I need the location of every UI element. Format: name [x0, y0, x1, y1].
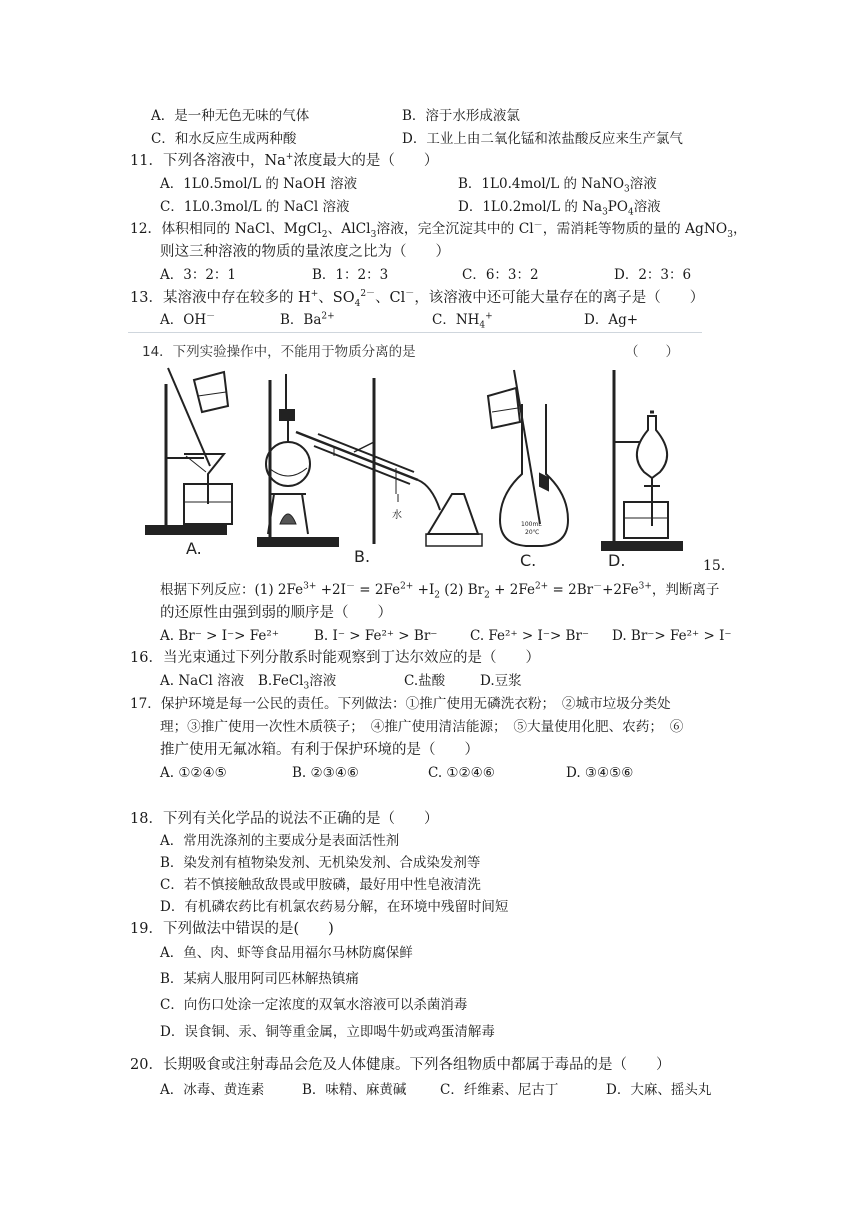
apparatus-c-flask-text1: 100mL: [521, 521, 542, 528]
q17-option-d: D. ③④⑤⑥: [566, 765, 634, 781]
q12-option-c: C．6：3：2: [462, 267, 539, 283]
q14-title: 14．下列实验操作中，不能用于物质分离的是: [142, 344, 416, 360]
q10-option-c: C．和水反应生成两种酸: [151, 131, 297, 147]
q14-figure: [128, 334, 708, 570]
q10-option-d: D．工业上由二氧化锰和浓盐酸反应来生产氯气: [402, 131, 683, 147]
q11-stem: 11．下列各溶液中，Na+浓度最大的是（ ）: [130, 152, 439, 169]
q15-number: 15．: [703, 558, 735, 574]
apparatus-d-label: D.: [608, 551, 626, 570]
q13-option-c: C．$NH_4^+$: [432, 311, 493, 331]
apparatus-c-flask-text2: 20℃: [525, 529, 540, 536]
q10-option-b: B．溶于水形成液氯: [402, 108, 520, 124]
divider-line: [128, 332, 702, 333]
q14-bracket: （ ）: [625, 344, 679, 360]
q19-option-c: C．向伤口处涂一定浓度的双氧水溶液可以杀菌消毒: [160, 997, 468, 1013]
q20-stem: 20．长期吸食或注射毒品会危及人体健康。下列各组物质中都属于毒品的是（ ）: [130, 1057, 671, 1073]
q12-stem-line2: 则这三种溶液的物质的量浓度之比为（ ）: [160, 244, 450, 260]
q16-option-a: A. NaCl 溶液: [160, 673, 245, 689]
apparatus-b-label: B.: [354, 547, 371, 566]
q20-option-b: B．味精、麻黄碱: [302, 1082, 407, 1098]
q18-option-b: B．染发剂有植物染发剂、无机染发剂、合成染发剂等: [160, 855, 481, 871]
q11-option-c: C．1L0.3mol/L 的 NaCl 溶液: [160, 199, 350, 215]
apparatus-a-label: A.: [186, 539, 202, 558]
apparatus-c-volumetric-flask: [488, 370, 568, 546]
q18-option-c: C．若不慎接触敌敌畏或甲胺磷，最好用中性皂液清洗: [160, 877, 481, 893]
q17-option-c: C. ①②④⑥: [428, 765, 495, 781]
q15-stem-line1: 根据下列反应：(1) $2Fe^{3+} +2I^- = 2Fe^{2+} +I_2$ (2) $Br_2 + 2Fe^{2+} = 2Br^-+2Fe^{3+}$，判断离子: [160, 581, 720, 601]
q17-option-a: A. ①②④⑤: [160, 765, 227, 781]
q19-stem: 19．下列做法中错误的是( ): [130, 921, 334, 937]
q19-option-a: A．鱼、肉、虾等食品用福尔马林防腐保鲜: [160, 945, 413, 961]
q12-option-d: D．2：3：6: [614, 267, 692, 283]
q15-option-d: D. Br⁻> Fe²⁺ > I⁻: [612, 628, 732, 644]
q11-option-b: B．1L0.4mol/L 的 NaNO$_3$溶液: [458, 176, 657, 195]
apparatus-a-filtration: [146, 368, 232, 534]
q13-stem: 13．某溶液中存在较多的 H+、$SO_4^{2-}$、Cl－，该溶液中还可能大量存在的离子是（ ）: [130, 289, 705, 309]
q11-option-a: A．1L0.5mol/L 的 NaOH 溶液: [160, 176, 358, 192]
q16-option-b: B.FeCl$_3$溶液: [258, 673, 337, 692]
apparatus-d-separatory-funnel: [602, 370, 682, 550]
q17-stem-line3: 推广使用无氟冰箱。有利于保护环境的是（ ）: [160, 742, 479, 758]
apparatus-c-label: C.: [520, 551, 537, 570]
q17-stem-line1: 17．保护环境是每一公民的责任。下列做法：①推广使用无磷洗衣粉； ②城市垃圾分类处: [130, 696, 671, 712]
q11-option-d: D．1L0.2mol/L 的 $Na_3PO_4$溶液: [458, 199, 661, 218]
q12-stem-line1: 12．体积相同的 NaCl、MgCl$_2$、AlCl$_3$溶液，完全沉淀其中的 Cl－，需消耗等物质的量的 AgNO$_3$，: [130, 220, 747, 240]
q16-option-d: D.豆浆: [480, 673, 522, 689]
q18-option-a: A．常用洗涤剂的主要成分是表面活性剂: [160, 833, 400, 849]
q15-option-b: B. I⁻ > Fe²⁺ > Br⁻: [314, 628, 438, 644]
q17-option-b: B. ②③④⑥: [292, 765, 359, 781]
apparatus-b-distillation: [258, 374, 482, 546]
q19-option-d: D．误食铜、汞、铜等重金属，立即喝牛奶或鸡蛋清解毒: [160, 1024, 495, 1040]
q18-option-d: D．有机磷农药比有机氯农药易分解，在环境中残留时间短: [160, 899, 509, 915]
q13-option-b: B．$Ba^{2+}$: [280, 311, 335, 328]
q18-stem: 18．下列有关化学品的说法不正确的是（ ）: [130, 811, 439, 827]
q12-option-a: A．3：2：1: [160, 267, 237, 283]
apparatus-drawing: [128, 334, 708, 570]
q19-option-b: B．某病人服用阿司匹林解热镇痛: [160, 971, 359, 987]
q16-stem: 16．当光束通过下列分散系时能观察到丁达尔效应的是（ ）: [130, 650, 540, 666]
q20-option-a: A．冰毒、黄连素: [160, 1082, 265, 1098]
q15-option-a: A. Br⁻ > I⁻> Fe²⁺: [160, 628, 279, 644]
q12-option-b: B．1：2：3: [312, 267, 389, 283]
q10-option-a: A．是一种无色无味的气体: [151, 108, 310, 124]
q13-option-d: D．Ag+: [584, 312, 639, 328]
q13-option-a: A．OH－: [160, 311, 216, 328]
q20-option-c: C．纤维素、尼古丁: [440, 1082, 559, 1098]
apparatus-b-water-label: 水: [392, 510, 402, 521]
q20-option-d: D．大麻、摇头丸: [606, 1082, 712, 1098]
q15-option-c: C. Fe²⁺ > I⁻> Br⁻: [470, 628, 590, 644]
q17-stem-line2: 理；③推广使用一次性木质筷子； ④推广使用清洁能源； ⑤大量使用化肥、农药； ⑥: [160, 719, 684, 735]
q15-stem-line2: 的还原性由强到弱的顺序是（ ）: [160, 605, 392, 621]
q16-option-c: C.盐酸: [404, 673, 446, 689]
